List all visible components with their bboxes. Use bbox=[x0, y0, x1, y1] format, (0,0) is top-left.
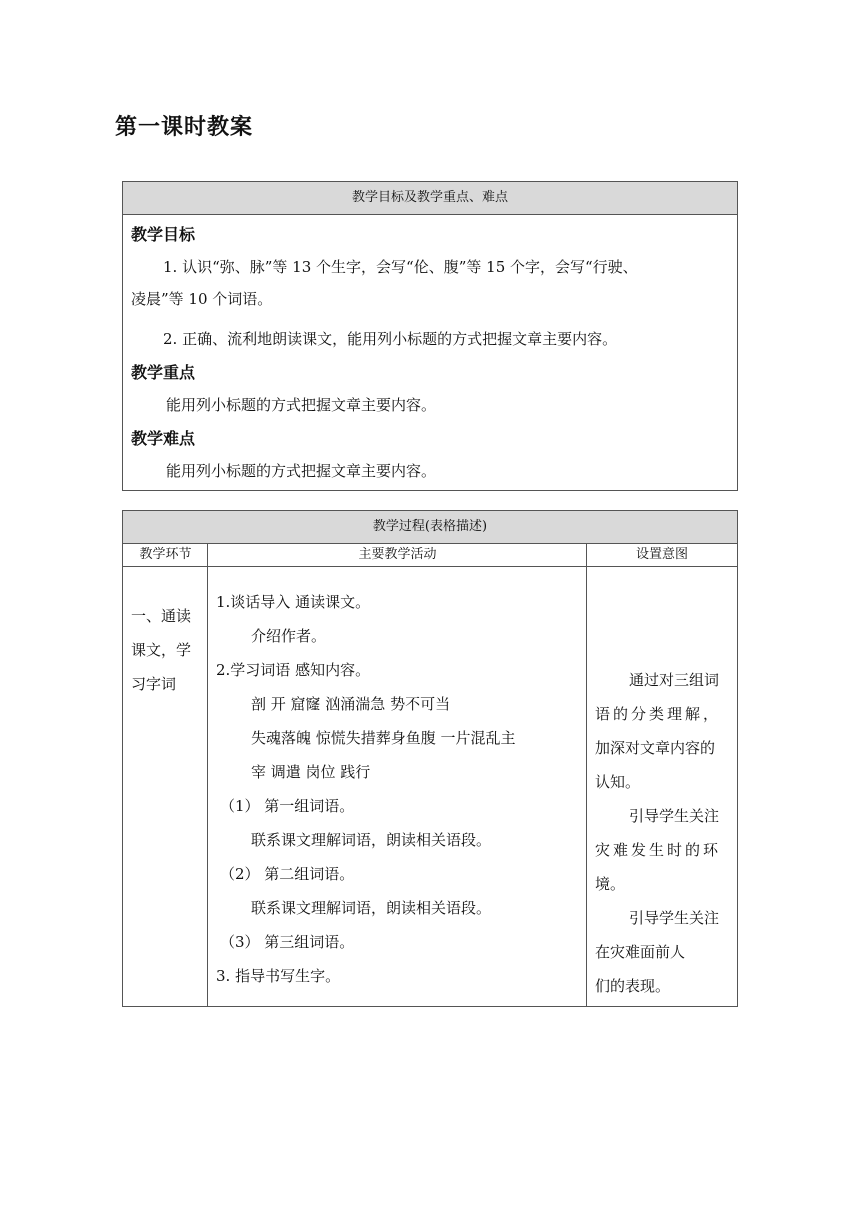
goal-1-line-2: 凌晨”等 10 个词语。 bbox=[131, 290, 273, 308]
objectives-table-header: 教学目标及教学重点、难点 bbox=[123, 182, 737, 215]
key-points-text: 能用列小标题的方式把握文章主要内容。 bbox=[166, 396, 437, 414]
objectives-table bbox=[122, 181, 738, 491]
activity-line: （2） 第二组词语。 bbox=[220, 865, 355, 883]
goal-1-line-1: 1. 认识“弥、脉”等 13 个生字，会写“伦、腹”等 15 个字，会写“行驶、 bbox=[163, 258, 638, 276]
intent-line: 在灾难面前人 bbox=[595, 943, 686, 961]
intent-cell bbox=[595, 663, 735, 1003]
activity-line: 宰 调遣 岗位 践行 bbox=[251, 763, 371, 781]
activity-line: 剖 开 窟窿 汹涌湍急 势不可当 bbox=[251, 695, 451, 713]
goals-heading: 教学目标 bbox=[131, 225, 196, 244]
process-table-header: 教学过程(表格描述) bbox=[123, 511, 737, 544]
difficulty-heading: 教学难点 bbox=[131, 429, 196, 448]
stage-line: 课文，学 bbox=[131, 641, 192, 659]
activity-line: 联系课文理解词语，朗读相关语段。 bbox=[251, 899, 492, 917]
intent-line: 通过对三组词 bbox=[629, 671, 720, 689]
activity-line: （3） 第三组词语。 bbox=[220, 933, 355, 951]
column-divider bbox=[207, 543, 208, 1006]
intent-line: 们的表现。 bbox=[595, 977, 671, 995]
intent-line: 语的分类理解， bbox=[595, 705, 722, 723]
activity-line: 1.谈话导入 通读课文。 bbox=[216, 593, 371, 611]
column-divider bbox=[586, 543, 587, 1006]
activity-line: 3. 指导书写生字。 bbox=[216, 967, 341, 985]
intent-line: 加深对文章内容的 bbox=[595, 739, 716, 757]
stage-line: 一、通读 bbox=[131, 607, 192, 625]
goal-2: 2. 正确、流利地朗读课文，能用列小标题的方式把握文章主要内容。 bbox=[163, 330, 618, 348]
activity-line: 失魂落魄 惊慌失措葬身鱼腹 一片混乱主 bbox=[251, 729, 516, 747]
intent-line: 境。 bbox=[595, 875, 626, 893]
activity-line: 介绍作者。 bbox=[251, 627, 327, 645]
process-table bbox=[122, 510, 738, 1007]
stage-cell bbox=[131, 599, 203, 701]
column-header-stage: 教学环节 bbox=[123, 543, 208, 567]
intent-line: 灾难发生时的环 bbox=[595, 841, 722, 859]
key-points-heading: 教学重点 bbox=[131, 363, 196, 382]
difficulty-text: 能用列小标题的方式把握文章主要内容。 bbox=[166, 462, 437, 480]
intent-line: 引导学生关注 bbox=[629, 909, 720, 927]
column-header-intent: 设置意图 bbox=[587, 543, 737, 567]
column-header-activities: 主要教学活动 bbox=[208, 543, 587, 567]
intent-line: 认知。 bbox=[595, 773, 641, 791]
stage-line: 习字词 bbox=[131, 675, 177, 693]
activity-line: 2.学习词语 感知内容。 bbox=[216, 661, 371, 679]
activity-line: （1） 第一组词语。 bbox=[220, 797, 355, 815]
activity-line: 联系课文理解词语，朗读相关语段。 bbox=[251, 831, 492, 849]
page-title: 第一课时教案 bbox=[115, 115, 254, 140]
intent-line: 引导学生关注 bbox=[629, 807, 720, 825]
